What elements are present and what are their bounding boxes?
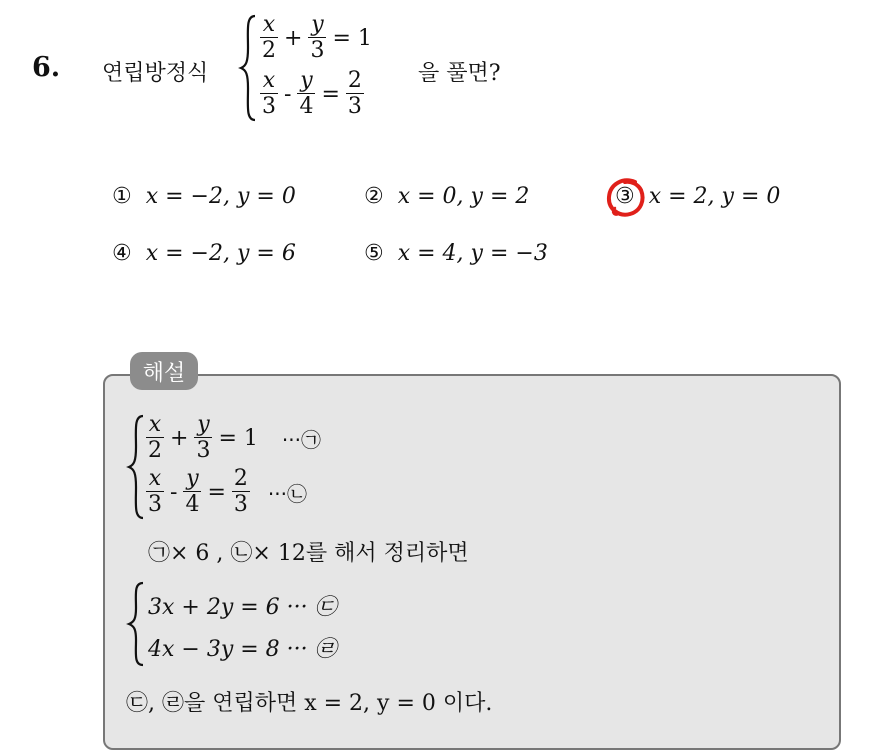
solution-conclusion: ㉢, ㉣을 연립하면 x = 2, y = 0 이다. bbox=[126, 691, 493, 716]
question-prefix: 연립방정식 bbox=[102, 61, 209, 86]
solution-equation-system-1 bbox=[126, 412, 386, 524]
choice-3[interactable]: ③ x = 2, y = 0 bbox=[615, 184, 781, 209]
choice-1[interactable]: ① x = −2, y = 0 bbox=[112, 184, 296, 209]
solution-eq4: 4x − 3y = 8 ··· ㉣ bbox=[148, 637, 337, 662]
question-equation-system bbox=[238, 12, 398, 124]
question-eq2: $\frac{x}{3}$ - $\frac{y}{4}$ = $\frac{2}{3}$ bbox=[262, 68, 362, 119]
left-brace-icon bbox=[126, 580, 146, 668]
solution-step-line: ㉠× 6 , ㉡× 12를 해서 정리하면 bbox=[148, 541, 469, 566]
question-suffix: 을 풀면? bbox=[418, 61, 501, 86]
left-brace-icon bbox=[126, 412, 146, 522]
choice-4[interactable]: ④ x = −2, y = 6 bbox=[112, 241, 296, 266]
left-brace-icon bbox=[238, 12, 258, 124]
choice-5[interactable]: ⑤ x = 4, y = −3 bbox=[364, 241, 548, 266]
solution-equation-system-2 bbox=[126, 580, 386, 670]
solution-eq3: 3x + 2y = 6 ··· ㉢ bbox=[148, 595, 337, 620]
choice-2[interactable]: ② x = 0, y = 2 bbox=[364, 184, 530, 209]
solution-eq2: $\frac{x}{3}$ - $\frac{y}{4}$ = $\frac{2}{3}$ ···㉡ bbox=[148, 466, 307, 517]
answer-selection-circle-icon bbox=[605, 176, 647, 218]
question-number: 6. bbox=[32, 52, 61, 83]
question-eq1: $\frac{x}{2}$ + $\frac{y}{3}$ = 1 bbox=[262, 12, 372, 63]
solution-tab-label: 해설 bbox=[130, 352, 198, 390]
solution-eq1: $\frac{x}{2}$ + $\frac{y}{3}$ = 1 ···㉠ bbox=[148, 412, 321, 463]
